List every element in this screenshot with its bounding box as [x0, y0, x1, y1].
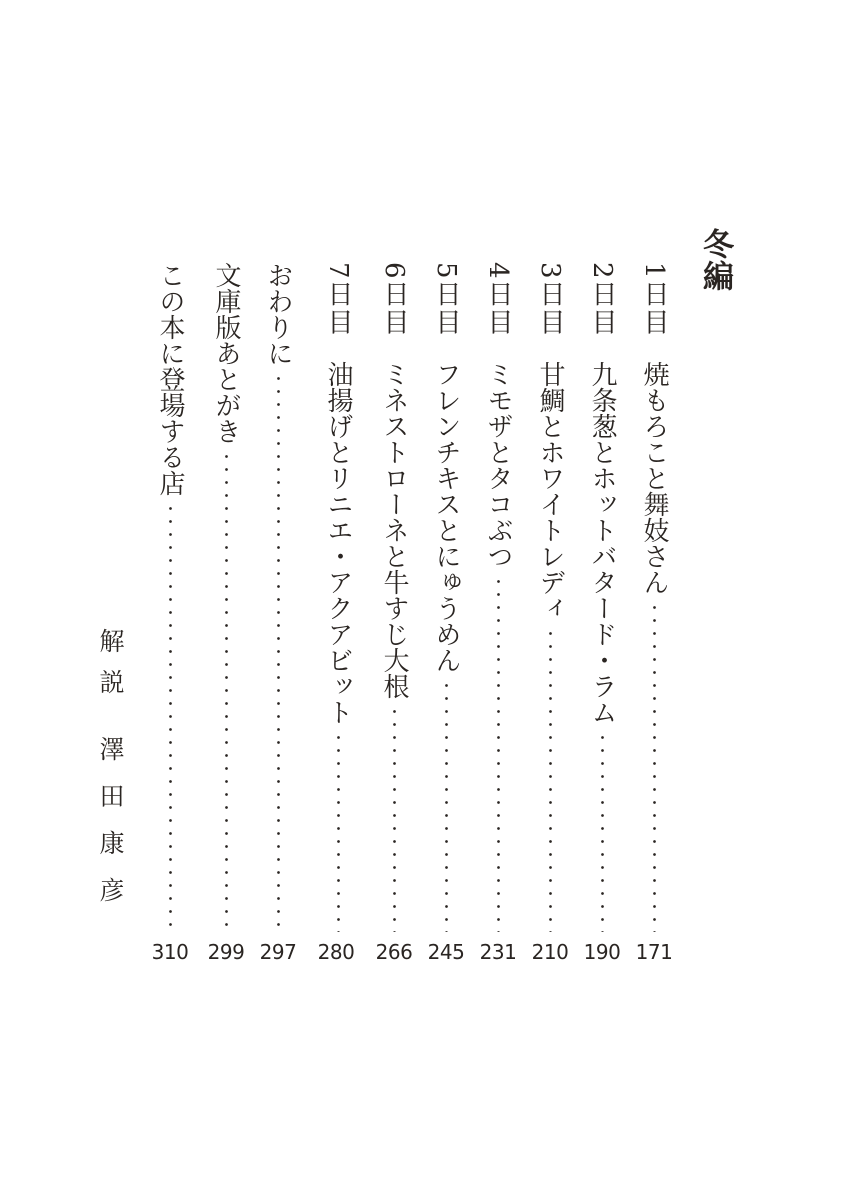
toc-entry-day: 3日目	[535, 262, 565, 337]
dot-leader	[337, 731, 340, 932]
commentary-credit	[88, 628, 132, 924]
dot-leader	[497, 575, 500, 932]
toc-entry-afterword[interactable]	[256, 262, 300, 932]
dot-leader	[549, 627, 552, 932]
toc-entry-day: 7日目	[323, 262, 353, 337]
toc-entry-title: この本に登場する店	[155, 262, 185, 496]
toc-entry-day: 1日目	[639, 262, 669, 337]
toc-entry-title: 油揚げとリニエ・アクアビット	[323, 360, 353, 725]
dot-leader	[393, 705, 396, 932]
toc-entry-featured-shops[interactable]	[148, 262, 192, 932]
toc-entry-day: 6日目	[379, 262, 409, 337]
commentary-author: 澤田康彦	[96, 736, 125, 924]
dot-leader	[169, 502, 172, 932]
toc-entry-title: ミモザとタコぶつ	[483, 360, 513, 569]
toc-entry-page-number: 171	[635, 940, 673, 964]
toc-entry-page-number: 245	[427, 940, 465, 964]
toc-entry-day-7[interactable]	[316, 262, 360, 932]
season-heading: 冬編	[697, 228, 733, 292]
toc-entry-day-3[interactable]	[528, 262, 572, 932]
toc-entry-day-4[interactable]	[476, 262, 520, 932]
toc-entry-title: 九条葱とホットバタード・ラム	[587, 360, 617, 725]
toc-entry-page-number: 310	[151, 940, 189, 964]
dot-leader	[277, 372, 280, 932]
toc-entry-day-6[interactable]	[372, 262, 416, 932]
toc-entry-title: ミネストローネと牛すじ大根	[379, 360, 409, 699]
toc-entry-day-5[interactable]	[424, 262, 468, 932]
toc-entry-title: 焼もろこと舞妓さん	[639, 360, 669, 595]
dot-leader	[601, 731, 604, 932]
toc-entry-title: フレンチキスとにゅうめん	[431, 360, 461, 673]
toc-entry-page-number: 210	[531, 940, 569, 964]
dot-leader	[653, 601, 656, 932]
dot-leader	[225, 450, 228, 932]
toc-entry-page-number: 266	[375, 940, 413, 964]
toc-entry-day: 5日目	[431, 262, 461, 337]
commentary-label: 解説	[96, 628, 125, 710]
toc-entry-title: おわりに	[263, 262, 293, 366]
toc-entry-page-number: 299	[207, 940, 245, 964]
toc-entry-paperback-afterword[interactable]	[204, 262, 248, 932]
toc-entry-page-number: 190	[583, 940, 621, 964]
toc-entry-title: 甘鯛とホワイトレディ	[535, 360, 565, 621]
toc-entry-day: 2日目	[587, 262, 617, 337]
toc-entry-day-1[interactable]	[632, 262, 676, 932]
toc-entry-page-number: 231	[479, 940, 517, 964]
toc-entry-page-number: 297	[259, 940, 297, 964]
toc-entry-title: 文庫版あとがき	[211, 262, 241, 444]
toc-entry-page-number: 280	[317, 940, 355, 964]
toc-entry-day-2[interactable]	[580, 262, 624, 932]
dot-leader	[445, 679, 448, 932]
toc-entry-day: 4日目	[483, 262, 513, 337]
